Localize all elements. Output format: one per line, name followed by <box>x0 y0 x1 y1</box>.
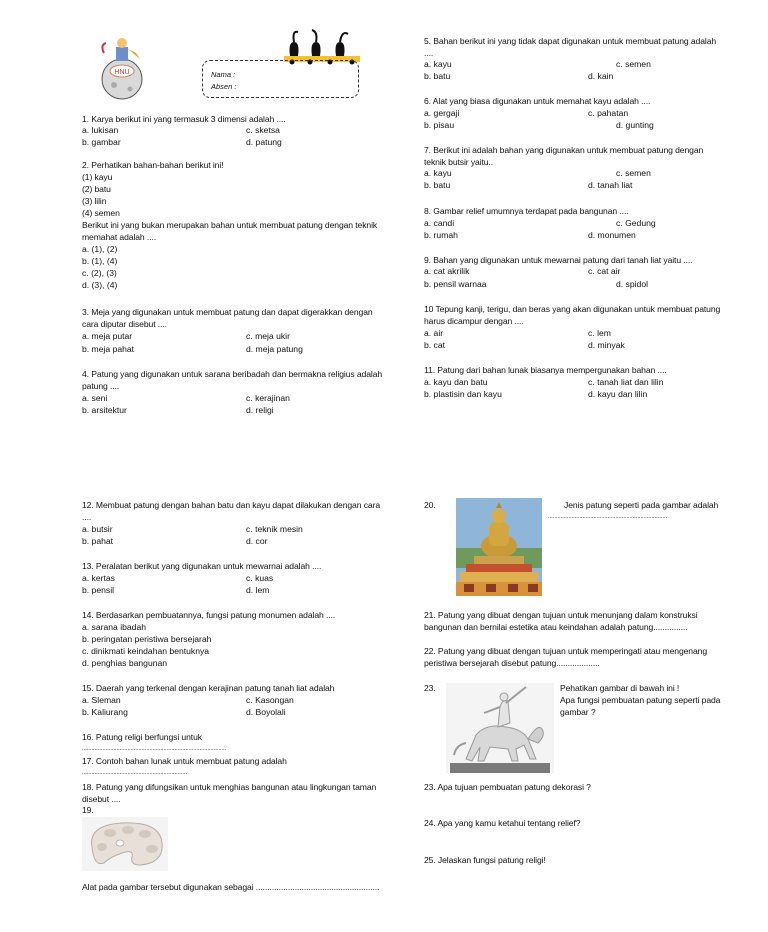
q6-option-d: d. gunting <box>616 120 654 130</box>
little-prince-logo <box>92 33 154 103</box>
q23-text-line2: Apa fungsi pembuatan patung seperti pada <box>560 695 721 705</box>
q3-option-b: b. meja pahat <box>82 344 135 354</box>
q16-answer-blank[interactable]: ............................................................................................ <box>82 746 227 752</box>
q3-option-a: a. meja putar <box>82 331 133 341</box>
q15-option-d: d. Boyolali <box>246 707 286 717</box>
q14-text: 14. Berdasarkan pembuatannya, fungsi patung monumen adalah .... <box>82 610 336 620</box>
q13-option-c: c. kuas <box>246 573 274 583</box>
q8-option-d: d. monumen <box>588 230 636 240</box>
q9-option-a: a. cat akrilik <box>424 266 470 276</box>
q4-option-c: c. kerajinan <box>246 393 290 403</box>
q16-text: 16. Patung religi berfungsi untuk <box>82 732 202 742</box>
q21-text-line2: bangunan dan bernilai estetika atau keindahan adalah patung............... <box>424 622 688 632</box>
q10-option-b: b. cat <box>424 340 446 350</box>
q23-text-line1: Pehatikan gambar di bawah ini ! <box>560 683 680 693</box>
q1-option-d: d. patung <box>246 137 282 147</box>
q4-text-line1: 4. Patung yang digunakan untuk sarana beribadah dan bermakna religius adalah <box>82 369 383 379</box>
q5-option-d: d. kain <box>588 71 614 81</box>
buddha-statue-image <box>456 498 542 596</box>
q22-text-line1: 22. Patung yang dibuat dengan tujuan untuk memperingati atau mengenang <box>424 646 708 656</box>
q7-text-line1: 7. Berikut ini adalah bahan yang digunakan untuk membuat patung dengan <box>424 145 704 155</box>
name-label: Nama : <box>211 70 236 79</box>
q4-text-line2: patung .... <box>82 381 120 391</box>
q9-option-c: c. cat air <box>588 266 621 276</box>
q9-option-d: d. spidol <box>616 279 649 289</box>
q4-option-d: d. religi <box>246 405 274 415</box>
q6-option-c: c. pahatan <box>588 108 629 118</box>
q3-option-c: c. meja ukir <box>246 331 290 341</box>
q20-answer-blank[interactable]: ............................................................................ <box>548 514 668 520</box>
q10-text-line1: 10 Tepung kanji, terigu, dan beras yang akan digunakan untuk membuat patung <box>424 304 721 314</box>
q7-option-c: c. semen <box>616 168 651 178</box>
q5-option-b: b. batu <box>424 71 451 81</box>
q12-option-c: c. teknik mesin <box>246 524 303 534</box>
q12-text-line1: 12. Membuat patung dengan bahan batu dan kayu dapat dilakukan dengan cara <box>82 500 381 510</box>
q18-text-line2: disebut .... <box>82 794 121 804</box>
q5-text-line1: 5. Bahan berikut ini yang tidak dapat digunakan untuk membuat patung adalah <box>424 36 717 46</box>
q14-option-b: b. peringatan peristiwa bersejarah <box>82 634 212 644</box>
q7-option-d: d. tanah liat <box>588 180 633 190</box>
q24-text: 24. Apa yang kamu ketahui tentang relief? <box>424 818 581 828</box>
q10-option-d: d. minyak <box>588 340 625 350</box>
q3-option-d: d. meja patung <box>246 344 303 354</box>
q11-option-a: a. kayu dan batu <box>424 377 488 387</box>
q15-option-a: a. Sleman <box>82 695 121 705</box>
q1-text: 1. Karya berikut ini yang termasuk 3 dimensi adalah .... <box>82 114 286 124</box>
q4-option-b: b. arsitektur <box>82 405 127 415</box>
q4-option-a: a. seni <box>82 393 108 403</box>
q6-option-a: a. gergaji <box>424 108 460 118</box>
q2-item-3: (3) lilin <box>82 196 107 206</box>
q15-text: 15. Daerah yang terkenal dengan kerajinan patung tanah liat adalah <box>82 683 335 693</box>
q2-option-c: c. (2), (3) <box>82 268 117 278</box>
q2-question-line1: Berikut ini yang bukan merupakan bahan untuk membuat patung dengan teknik <box>82 220 378 230</box>
q12-option-b: b. pahat <box>82 536 114 546</box>
q13-text: 13. Peralatan berikut yang digunakan untuk mewarnai adalah .... <box>82 561 322 571</box>
q14-option-d: d. penghias bangunan <box>82 658 168 668</box>
q2-option-a: a. (1), (2) <box>82 244 118 254</box>
q20-text: Jenis patung seperti pada gambar adalah <box>564 500 719 510</box>
q7-option-a: a. kayu <box>424 168 452 178</box>
q5-text-line2: .... <box>424 48 434 58</box>
q15-option-c: c. Kasongan <box>246 695 294 705</box>
q12-text-line2: .... <box>82 512 92 522</box>
q18-text-line1: 18. Patung yang difungsikan untuk menghias bangunan atau lingkungan taman <box>82 782 377 792</box>
horse-monument-image <box>446 683 554 773</box>
q22-text-line2: peristiwa bersejarah disebut patung................... <box>424 658 600 668</box>
q2-item-4: (4) semen <box>82 208 120 218</box>
q17-text: 17. Contoh bahan lunak untuk membuat patung adalah <box>82 756 287 766</box>
q11-option-d: d. kayu dan lilin <box>588 389 648 399</box>
q2-option-b: b. (1), (4) <box>82 256 118 266</box>
q2-question-line2: memahat adalah .... <box>82 232 157 242</box>
q21-text-line1: 21. Patung yang dibuat dengan tujuan untuk menunjang dalam konstruksi <box>424 610 698 620</box>
q11-text: 11. Patung dari bahan lunak biasanya mempergunakan bahan .... <box>424 365 667 375</box>
q12-option-a: a. butsir <box>82 524 113 534</box>
q8-option-b: b. rumah <box>424 230 458 240</box>
q2-item-1: (1) kayu <box>82 172 113 182</box>
q1-option-b: b. gambar <box>82 137 121 147</box>
q14-option-a: a. sarana ibadah <box>82 622 147 632</box>
name-box <box>202 60 359 98</box>
q1-option-a: a. lukisan <box>82 125 119 135</box>
q10-option-a: a. air <box>424 328 444 338</box>
q17-answer-blank[interactable]: ................................................................... <box>82 770 187 776</box>
q15-option-b: b. Kaliurang <box>82 707 128 717</box>
q1-option-c: c. sketsa <box>246 125 280 135</box>
q9-text: 9. Bahan yang digunakan untuk mewarnai patung dari tanah liat yaitu .... <box>424 255 693 265</box>
paint-palette-image <box>82 817 168 871</box>
q6-text: 6. Alat yang biasa digunakan untuk memahat kayu adalah .... <box>424 96 651 106</box>
q8-option-c: c. Gedung <box>616 218 656 228</box>
q13-option-d: d. lem <box>246 585 270 595</box>
q13-option-b: b. pensil <box>82 585 115 595</box>
q7-option-b: b. batu <box>424 180 451 190</box>
q19-number: 19. <box>82 805 94 815</box>
q25-text: 25. Jelaskan fungsi patung religi! <box>424 855 546 865</box>
q11-option-b: b. plastisin dan kayu <box>424 389 502 399</box>
q3-text-line1: 3. Meja yang digunakan untuk membuat patung dan dapat digerakkan dengan <box>82 307 373 317</box>
logo-text: HNU <box>114 69 130 76</box>
q23b-text: 23. Apa tujuan pembuatan patung dekorasi ? <box>424 782 591 792</box>
q6-option-b: b. pisau <box>424 120 455 130</box>
q5-option-c: c. semen <box>616 59 651 69</box>
q10-option-c: c. lem <box>588 328 611 338</box>
q14-option-c: c. dinikmati keindahan bentuknya <box>82 646 210 656</box>
q10-text-line2: harus dicampur dengan .... <box>424 316 524 326</box>
q11-option-c: c. tanah liat dan lilin <box>588 377 664 387</box>
q2-item-2: (2) batu <box>82 184 111 194</box>
q19-caption: Alat pada gambar tersebut digunakan sebagai ...................................................... <box>82 882 380 892</box>
q13-option-a: a. kertas <box>82 573 115 583</box>
q23-text-line3: gambar ? <box>560 707 596 717</box>
q23-number: 23. <box>424 683 436 693</box>
q8-option-a: a. candi <box>424 218 455 228</box>
q5-option-a: a. kayu <box>424 59 452 69</box>
q7-text-line2: teknik butsir yaitu.. <box>424 157 494 167</box>
q2-option-d: d. (3), (4) <box>82 280 118 290</box>
q12-option-d: d. cor <box>246 536 268 546</box>
absen-label: Absen : <box>211 82 237 91</box>
q20-number: 20. <box>424 500 436 510</box>
q2-text: 2. Perhatikan bahan-bahan berikut ini! <box>82 160 224 170</box>
q3-text-line2: cara diputar disebut .... <box>82 319 167 329</box>
q9-option-b: b. pensil warnaa <box>424 279 487 289</box>
q8-text: 8. Gambar relief umumnya terdapat pada bangunan .... <box>424 206 629 216</box>
